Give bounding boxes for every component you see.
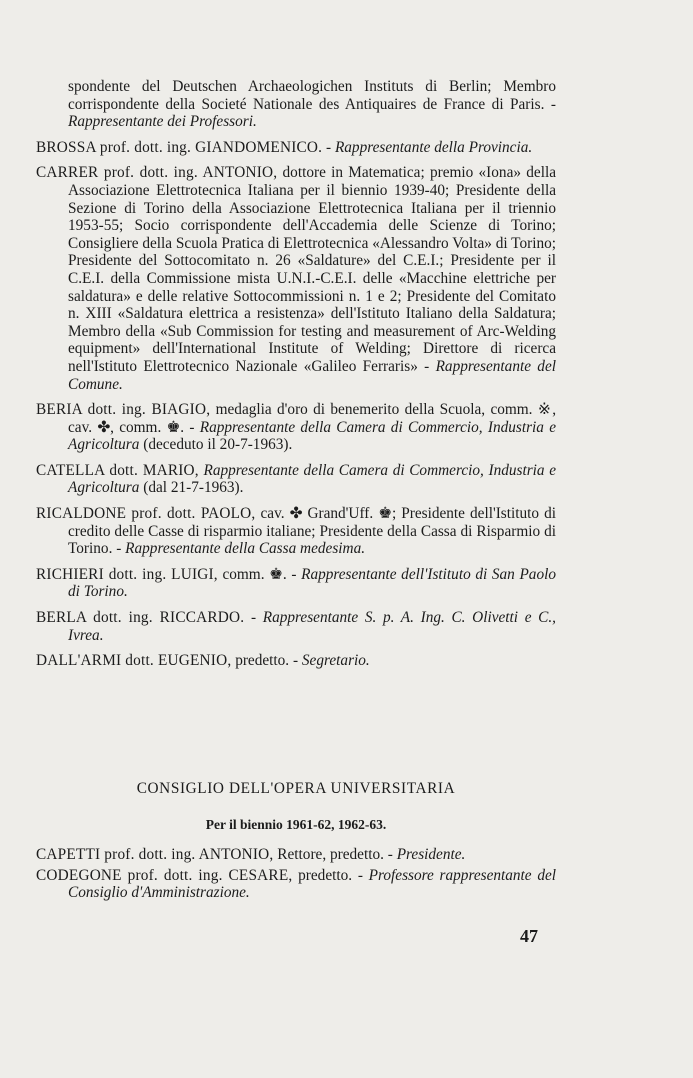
section-title: CONSIGLIO DELL'OPERA UNIVERSITARIA: [136, 780, 456, 797]
entry-name: CARRER prof. dott. ing. ANTONIO,: [36, 164, 278, 182]
entry-name: CATELLA dott. MARIO,: [36, 461, 199, 479]
entry-role: Rappresentante del Comune.: [68, 357, 556, 393]
entry-name: RICALDONE prof. dott. PAOLO,: [36, 505, 256, 523]
entry-text: predetto.: [298, 866, 353, 884]
entry-name: BERIA dott. ing. BIAGIO,: [36, 401, 211, 419]
entry-codegone: CODEGONE prof. dott. ing. CESARE, predetto. - Professore rappresentante del Consiglio d'Amministrazione.: [36, 866, 557, 902]
entry-capetti: CAPETTI prof. dott. ing. ANTONIO, Rettore, predetto. - Presidente.: [36, 846, 466, 863]
entry-brossa: BROSSA prof. dott. ing. GIANDOMENICO. - Rappresentante della Provincia.: [36, 138, 533, 156]
entry-text: medaglia d'oro di benemerito della Scuola, comm. ※, cav. ✤, comm. ♚.: [68, 401, 557, 436]
entry-name: CAPETTI prof. dott. ing. ANTONIO,: [36, 846, 274, 863]
entry-role: Rappresentante S. p. A. Ing. C. Olivetti e C., Ivrea.: [68, 609, 556, 644]
continuation-paragraph: spondente del Deutschen Archaeologichen Instituts di Berlin; Membro corrispondente della Societé Nationale des Antiquaires de France di Paris. - Rappresentante dei Professori.: [68, 78, 556, 131]
entry-berla: BERLA dott. ing. RICCARDO. - Rappresentante S. p. A. Ing. C. Olivetti e C., Ivrea.: [36, 609, 556, 644]
entry-dallarmi: DALL'ARMI dott. EUGENIO, predetto. - Segretario.: [36, 652, 370, 670]
entry-name: DALL'ARMI dott. EUGENIO,: [36, 652, 232, 670]
entry-name: BROSSA prof. dott. ing. GIANDOMENICO.: [36, 138, 323, 156]
entry-text: comm. ♚.: [222, 565, 287, 583]
entry-role: Rappresentante della Camera di Commercio, Industria e Agricoltura: [68, 418, 556, 454]
entry-role: Segretario.: [301, 652, 370, 670]
section-entries: [36, 846, 556, 902]
entry-role: Presidente.: [396, 846, 466, 863]
entry-role: Rappresentante della Cassa medesima.: [125, 540, 366, 558]
entry-name: CODEGONE prof. dott. ing. CESARE,: [36, 866, 293, 884]
entry-richieri: RICHIERI dott. ing. LUIGI, comm. ♚. - Rappresentante dell'Istituto di San Paolo di Torino.: [36, 565, 557, 601]
continuation-text: spondente del Deutschen Archaeologichen Instituts di Berlin; Membro corrispondente della Societé Nationale des Antiquaires de France di Paris.: [68, 78, 556, 113]
entry-role: Rappresentante dell'Istituto di San Paolo di Torino.: [68, 565, 557, 601]
page-number: 47: [520, 926, 538, 946]
entry-text: predetto.: [235, 652, 290, 670]
entry-name: BERLA dott. ing. RICCARDO.: [36, 609, 245, 627]
entry-note: (deceduto il 20-7-1963).: [143, 436, 293, 454]
entry-beria: BERIA dott. ing. BIAGIO, medaglia d'oro di benemerito della Scuola, comm. ※, cav. ✤, comm. ♚. - Rappresentante della Camera di Commercio, Industria e Agricoltura (deceduto il 20-7-1963).: [36, 401, 557, 454]
continuation-role: Rappresentante dei Professori.: [68, 113, 257, 131]
entry-role: Rappresentante della Camera di Commercio, Industria e Agricoltura: [68, 461, 557, 497]
entry-carrer: CARRER prof. dott. ing. ANTONIO, dottore in Matematica; premio «Iona» della Associazione Elettrotecnica Italiana per il biennio 1939-40; Presidente della Sezione di Torino della Associazione Elettrotecnica Italiana per il triennio 1953-55; Socio corrispondente dell'Accademia delle Scienze di Torino; Consigliere della Scuola Pratica di Elettrotecnica «Alessandro Volta» di Torino; Presidente del Sottocomitato n. 26 «Saldature» del C.E.I.; Presidente per il C.E.I. della Commissione mista U.N.I.-C.E.I. delle «Macchine elettriche per saldatura» e delle relative Sottocommissioni n. 1 e 2; Presidente del Comitato n. XIII «Saldatura elettrica a resistenza» dell'Istituto Italiano della Saldatura; Membro della «Sub Commission for testing and measurement of Arc-Welding equipment» dell'International Institute of Welding; Direttore di ricerca nell'Istituto Elettrotecnico Nazionale «Galileo Ferraris» - Rappresentante del Comune.: [36, 164, 556, 393]
section-subtitle: Per il biennio 1961-62, 1962-63.: [205, 817, 387, 832]
entry-name: RICHIERI dott. ing. LUIGI,: [36, 565, 218, 583]
entry-text: cav. ✤ Grand'Uff. ♚; Presidente dell'Istituto di credito delle Casse di risparmio italiane; Presidente della Cassa di Risparmio di Torino.: [68, 505, 556, 558]
upper-text-block: [36, 78, 556, 670]
entry-ricaldone: RICALDONE prof. dott. PAOLO, cav. ✤ Grand'Uff. ♚; Presidente dell'Istituto di credito delle Casse di risparmio italiane; Presidente della Cassa di Risparmio di Torino. - Rappresentante della Cassa medesima.: [36, 505, 556, 558]
entry-text: Rettore, predetto.: [277, 846, 384, 863]
entry-catella: [36, 462, 556, 497]
entry-role: Rappresentante della Provincia.: [334, 138, 533, 156]
entry-role: Professore rappresentante del Consiglio d'Amministrazione.: [68, 866, 557, 902]
entry-text: dottore in Matematica; premio «Iona» della Associazione Elettrotecnica Italiana per il biennio 1939-40; Presidente della Sezione di Torino della Associazione Elettrotecnica Italiana per il triennio 1953-55; Socio corrispondente dell'Accademia delle Scienze di Torino; Consigliere della Scuola Pratica di Elettrotecnica «Alessandro Volta» di Torino; Presidente del Sottocomitato n. 26 «Saldature» del C.E.I.; Presidente per il C.E.I. della Commissione mista U.N.I.-C.E.I. delle «Macchine elettriche per saldatura» e delle relative Sottocommissioni n. 1 e 2; Presidente del Comitato n. XIII «Saldatura elettrica a resistenza» dell'Istituto Italiano della Saldatura; Membro della «Sub Commission for testing and measurement of Arc-Welding equipment» dell'International Institute of Welding; Direttore di ricerca nell'Istituto Elettrotecnico Nazionale «Galileo Ferraris»: [68, 164, 556, 375]
entry-note: (dal 21-7-1963).: [143, 479, 244, 497]
